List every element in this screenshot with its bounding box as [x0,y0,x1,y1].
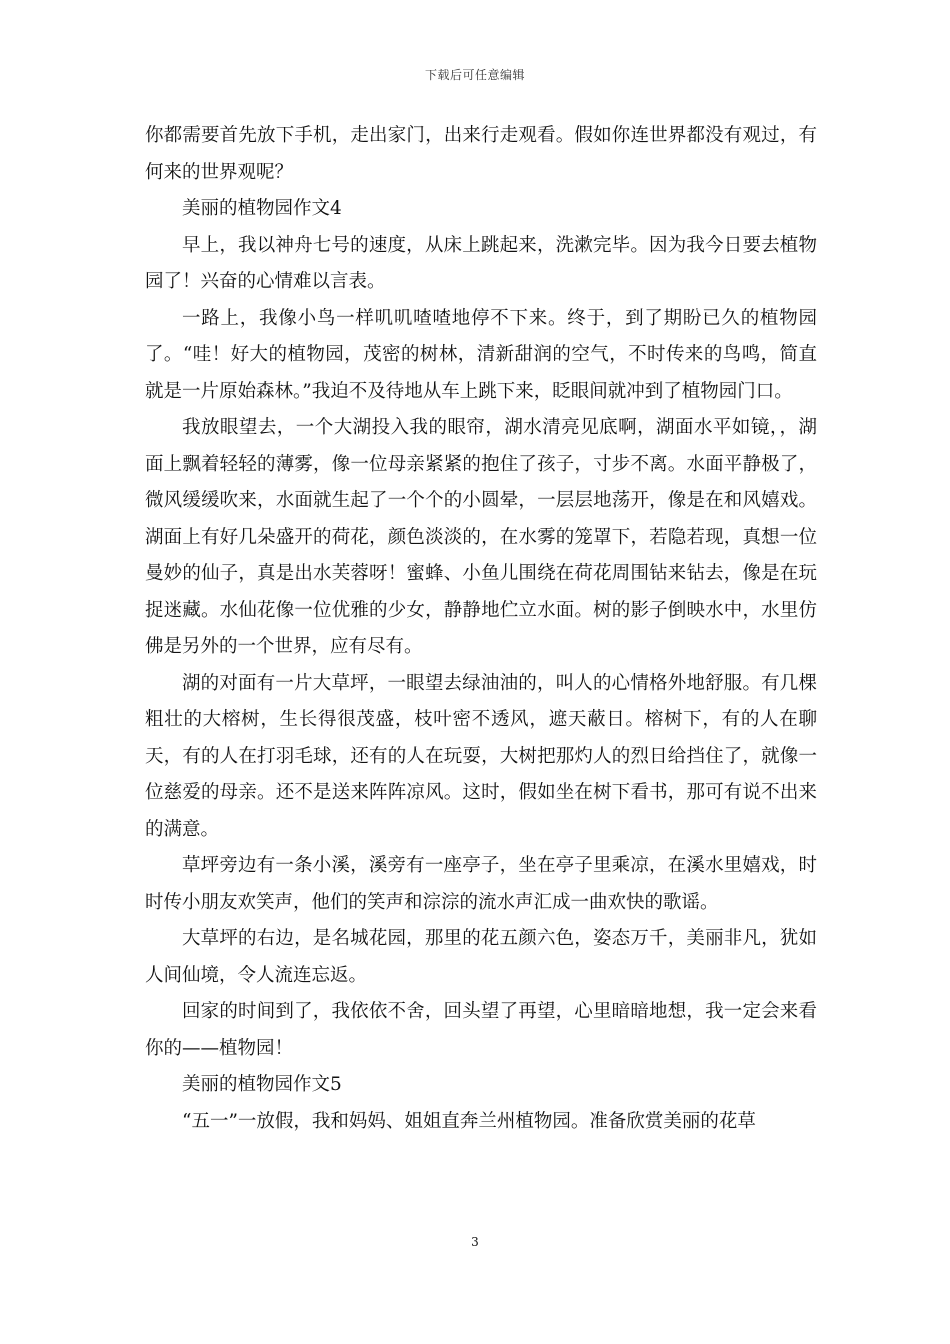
paragraph: 大草坪的右边，是名城花园，那里的花五颜六色，姿态万千，美丽非凡，犹如人间仙境，令人流连忘返。 [145,928,817,986]
paragraph: 草坪旁边有一条小溪，溪旁有一座亭子，坐在亭子里乘凉，在溪水里嬉戏，时时传小朋友欢笑声，他们的笑声和淙淙的流水声汇成一曲欢快的歌谣。 [145,855,817,913]
essay-title-4: 美丽的植物园作文4 [182,198,342,219]
paragraph: 我放眼望去，一个大湖投入我的眼帘，湖水清亮见底啊，湖面水平如镜，，湖面上飘着轻轻的薄雾，像一位母亲紧紧的抱住了孩子，寸步不离。水面平静极了，微风缓缓吹来，水面就生起了一个个的小圆晕，一层层地荡开，像是在和风嬉戏。湖面上有好几朵盛开的荷花，颜色淡淡的，在水雾的笼罩下，若隐若现，真想一位曼妙的仙子，真是出水芙蓉呀！蜜蜂、小鱼儿围绕在荷花周围钻来钻去，像是在玩捉迷藏。水仙花像一位优雅的少女，静静地伫立水面。树的影子倒映水中，水里仿佛是另外的一个世界，应有尽有。 [145,417,817,657]
paragraph: 湖的对面有一片大草坪，一眼望去绿油油的，叫人的心情格外地舒服。有几棵粗壮的大榕树，生长得很茂盛，枝叶密不透风，遮天蔽日。榕树下，有的人在聊天，有的人在打羽毛球，还有的人在玩耍，大树把那灼人的烈日给挡住了，就像一位慈爱的母亲。还不是送来阵阵凉风。这时，假如坐在树下看书，那可有说不出来的满意。 [145,672,817,840]
paragraph: 回家的时间到了，我依依不舍，回头望了再望，心里暗暗地想，我一定会来看你的——植物园！ [145,1001,817,1059]
page-number: 3 [471,1235,479,1249]
paragraph: “五一”一放假，我和妈妈、姐姐直奔兰州植物园。准备欣赏美丽的花草 [182,1110,756,1132]
paragraph: 早上，我以神舟七号的速度，从床上跳起来，洗漱完毕。因为我今日要去植物园了！兴奋的心情难以言表。 [145,234,817,292]
document-body [145,118,817,1140]
page-header: 下载后可任意编辑 [424,68,525,82]
essay-title-5: 美丽的植物园作文5 [182,1074,342,1095]
paragraph-continuation: 你都需要首先放下手机，走出家门，出来行走观看。假如你连世界都没有观过，有何来的世界观呢？ [145,125,817,183]
paragraph: 一路上，我像小鸟一样叽叽喳喳地停不下来。终于，到了期盼已久的植物园了。“哇！好大的植物园，茂密的树林，清新甜润的空气，不时传来的鸟鸣，简直就是一片原始森林。”我迫不及待地从车上跳下来，眨眼间就冲到了植物园门口。 [145,307,817,402]
